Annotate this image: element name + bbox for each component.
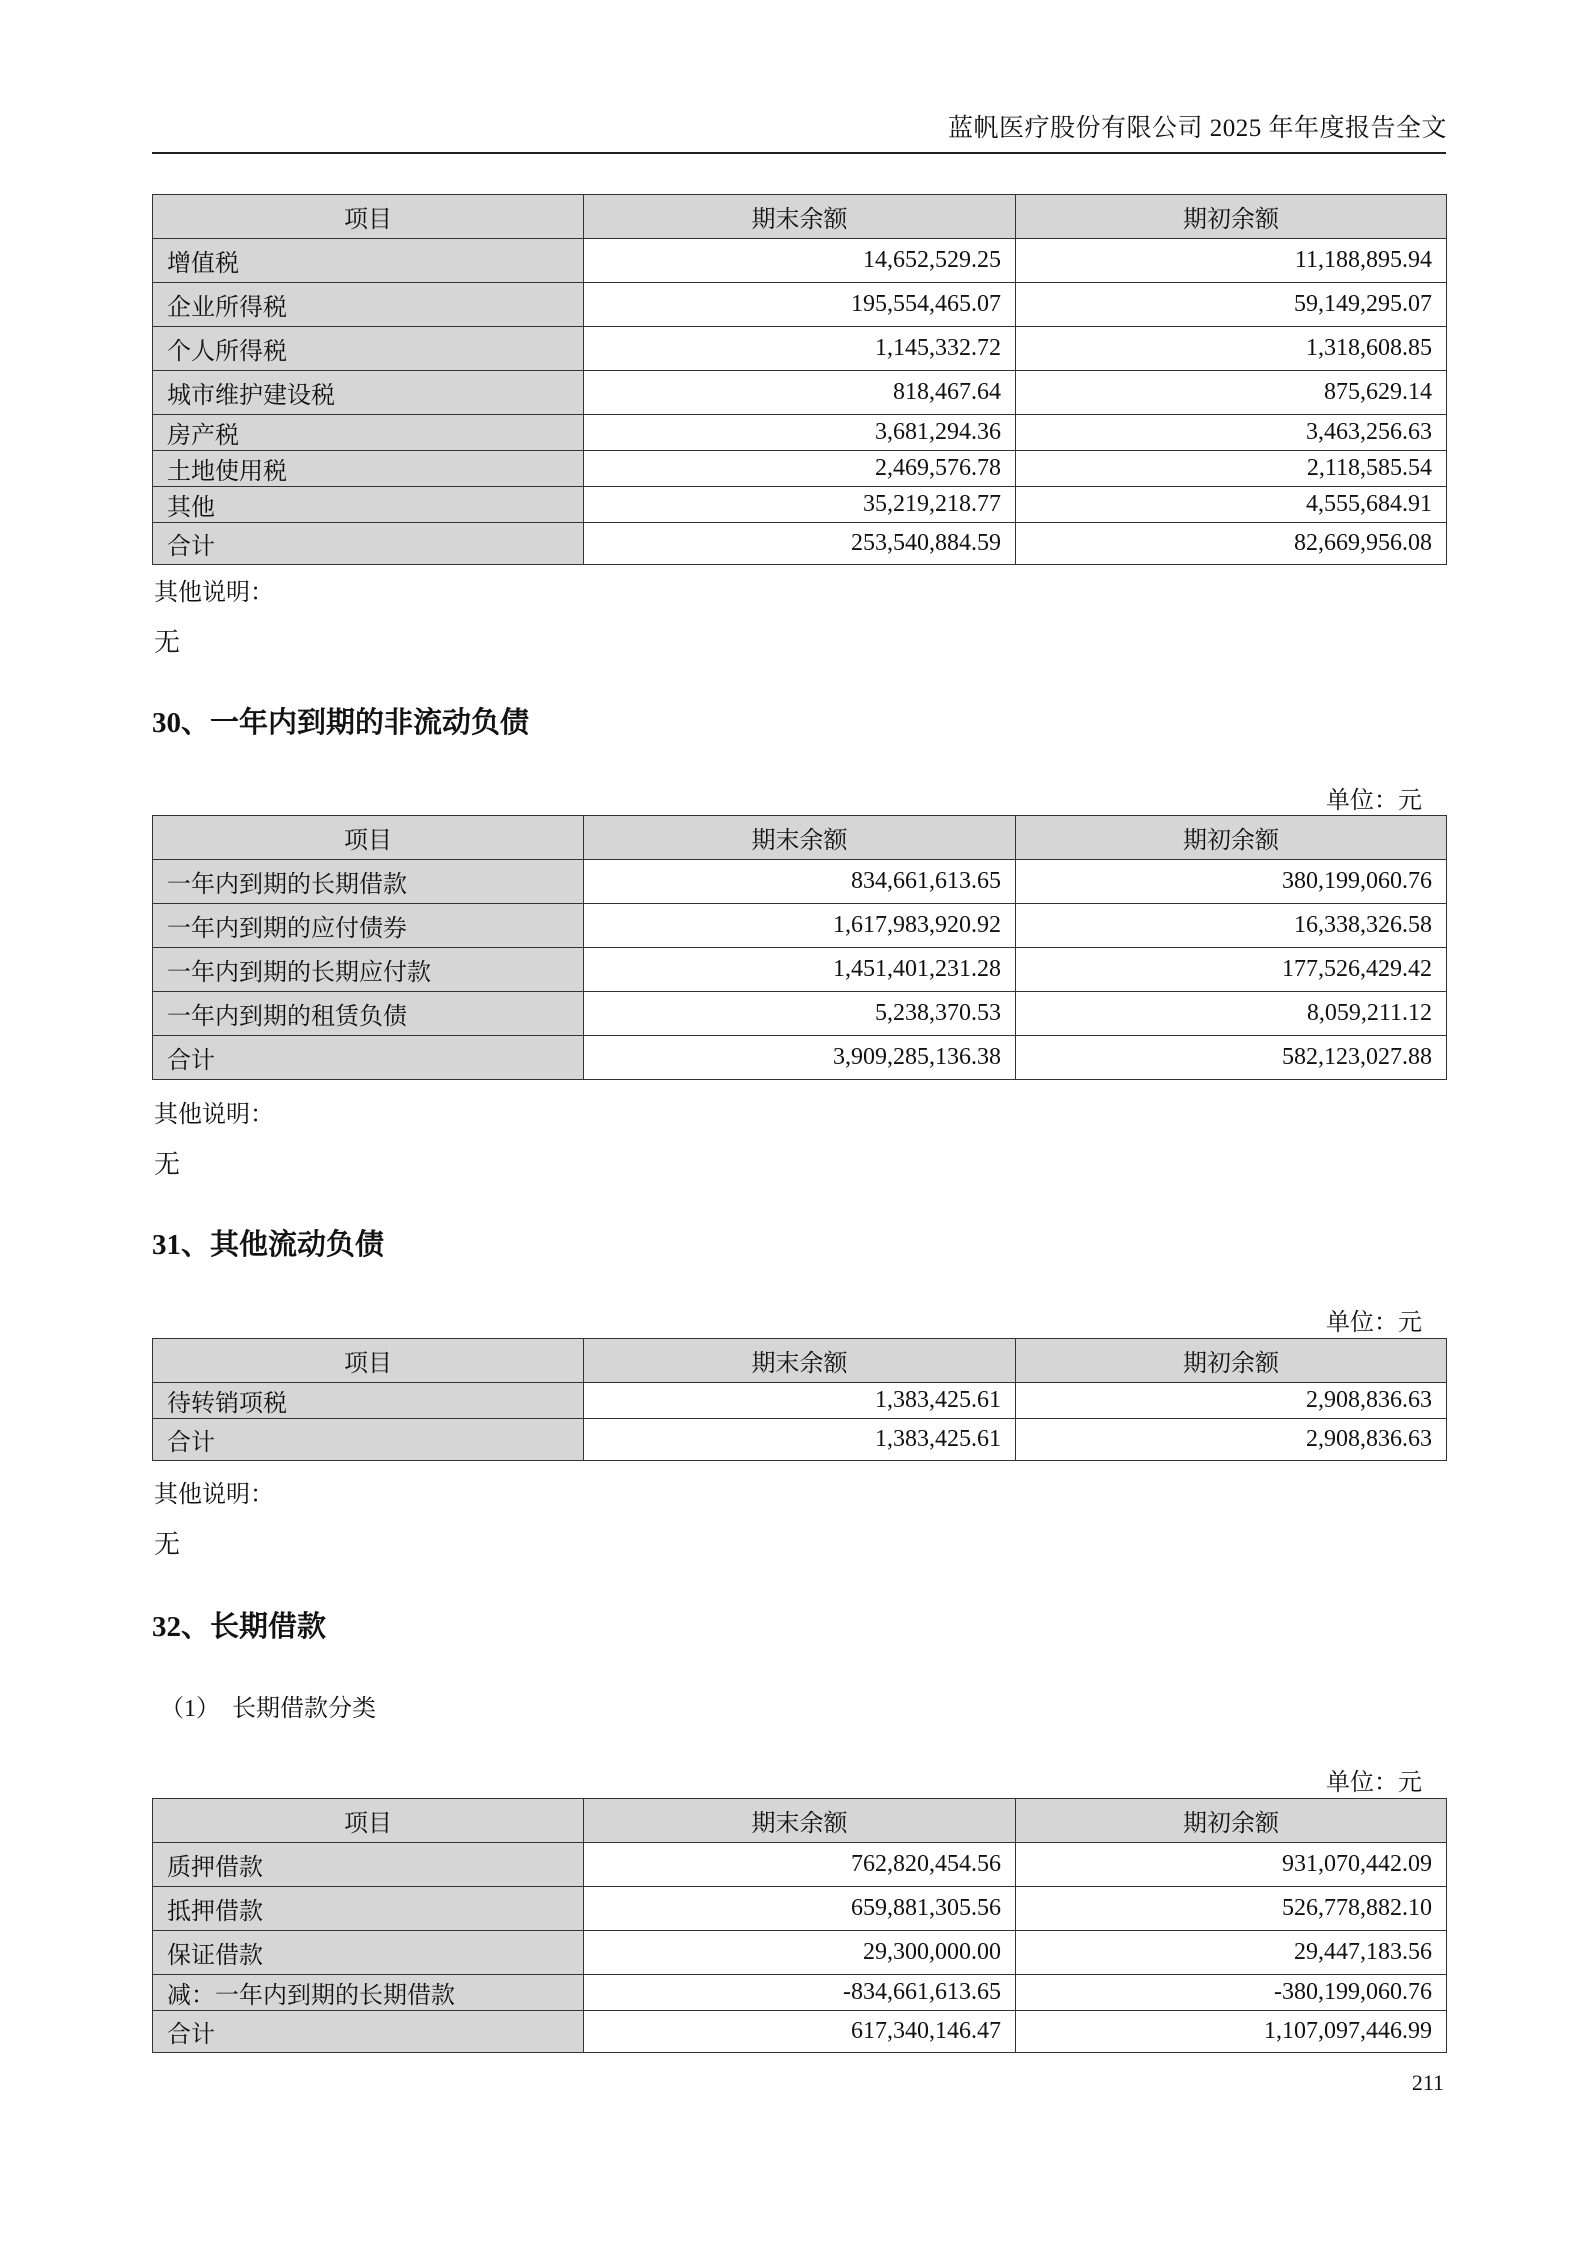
section-32-subtitle: （1） 长期借款分类 xyxy=(160,1696,376,1722)
row-label: 增值税 xyxy=(153,239,584,283)
opening-balance: 2,908,836.63 xyxy=(1016,1383,1447,1419)
closing-balance: 29,300,000.00 xyxy=(584,1931,1016,1975)
report-header-title: 蓝帆医疗股份有限公司 2025 年年度报告全文 xyxy=(947,115,1447,142)
closing-balance: 3,681,294.36 xyxy=(584,415,1016,451)
closing-balance: 1,145,332.72 xyxy=(584,327,1016,371)
row-label: 一年内到期的租赁负债 xyxy=(153,992,584,1036)
table-row xyxy=(153,1975,1447,2011)
row-label: 城市维护建设税 xyxy=(153,371,584,415)
column-header: 项目 xyxy=(153,816,584,860)
table-row xyxy=(153,948,1447,992)
row-label: 质押借款 xyxy=(153,1843,584,1887)
opening-balance: 3,463,256.63 xyxy=(1016,415,1447,451)
row-label: 减：一年内到期的长期借款 xyxy=(153,1975,584,2011)
row-label: 待转销项税 xyxy=(153,1383,584,1419)
other-notes-text: 无 xyxy=(154,1530,181,1559)
column-header: 期初余额 xyxy=(1016,1339,1447,1383)
section-32-table-block xyxy=(152,1798,1446,2053)
opening-balance: 11,188,895.94 xyxy=(1016,239,1447,283)
table-row xyxy=(153,992,1447,1036)
row-label: 一年内到期的应付债券 xyxy=(153,904,584,948)
opening-balance: 2,908,836.63 xyxy=(1016,1419,1447,1461)
closing-balance: 5,238,370.53 xyxy=(584,992,1016,1036)
row-label: 合计 xyxy=(153,1419,584,1461)
closing-balance: 2,469,576.78 xyxy=(584,451,1016,487)
other-notes-label: 其他说明： xyxy=(154,1482,274,1508)
column-header: 项目 xyxy=(153,195,584,239)
section-30-table-block xyxy=(152,815,1446,1080)
other-notes-label: 其他说明： xyxy=(154,1102,274,1128)
table-row xyxy=(153,1383,1447,1419)
unit-label: 单位：元 xyxy=(1326,788,1422,814)
opening-balance: 380,199,060.76 xyxy=(1016,860,1447,904)
table-total-row xyxy=(153,2011,1447,2053)
column-header: 期末余额 xyxy=(584,1339,1016,1383)
opening-balance: 59,149,295.07 xyxy=(1016,283,1447,327)
closing-balance: 1,383,425.61 xyxy=(584,1383,1016,1419)
section-32-title: 32、长期借款 xyxy=(152,1611,327,1643)
section-31-table-block xyxy=(152,1338,1446,1461)
unit-label: 单位：元 xyxy=(1326,1310,1422,1336)
table-total-row xyxy=(153,1419,1447,1461)
section-31-title: 31、其他流动负债 xyxy=(152,1229,385,1261)
section-30-title: 30、一年内到期的非流动负债 xyxy=(152,707,530,739)
column-header: 期末余额 xyxy=(584,195,1016,239)
opening-balance: 29,447,183.56 xyxy=(1016,1931,1447,1975)
row-label: 一年内到期的长期借款 xyxy=(153,860,584,904)
closing-balance: 1,451,401,231.28 xyxy=(584,948,1016,992)
table-row xyxy=(153,239,1447,283)
tax-table xyxy=(152,194,1447,565)
closing-balance: 818,467.64 xyxy=(584,371,1016,415)
row-label: 其他 xyxy=(153,487,584,523)
closing-balance: 762,820,454.56 xyxy=(584,1843,1016,1887)
column-header: 项目 xyxy=(153,1339,584,1383)
table-header-row xyxy=(153,195,1447,239)
table-header-row xyxy=(153,816,1447,860)
section-32-table xyxy=(152,1798,1447,2053)
row-label: 合计 xyxy=(153,523,584,565)
row-label: 个人所得税 xyxy=(153,327,584,371)
column-header: 期初余额 xyxy=(1016,195,1447,239)
column-header: 期末余额 xyxy=(584,1799,1016,1843)
row-label: 保证借款 xyxy=(153,1931,584,1975)
opening-balance: 82,669,956.08 xyxy=(1016,523,1447,565)
table-row xyxy=(153,1887,1447,1931)
section-31-table xyxy=(152,1338,1447,1461)
table-row xyxy=(153,904,1447,948)
opening-balance: 4,555,684.91 xyxy=(1016,487,1447,523)
row-label: 合计 xyxy=(153,1036,584,1080)
table-row xyxy=(153,860,1447,904)
opening-balance: 582,123,027.88 xyxy=(1016,1036,1447,1080)
row-label: 抵押借款 xyxy=(153,1887,584,1931)
table-header-row xyxy=(153,1339,1447,1383)
opening-balance: 875,629.14 xyxy=(1016,371,1447,415)
closing-balance: 659,881,305.56 xyxy=(584,1887,1016,1931)
row-label: 合计 xyxy=(153,2011,584,2053)
table-row xyxy=(153,487,1447,523)
closing-balance: 3,909,285,136.38 xyxy=(584,1036,1016,1080)
table-row xyxy=(153,327,1447,371)
table-row xyxy=(153,1931,1447,1975)
row-label: 土地使用税 xyxy=(153,451,584,487)
opening-balance: -380,199,060.76 xyxy=(1016,1975,1447,2011)
closing-balance: 253,540,884.59 xyxy=(584,523,1016,565)
table-header-row xyxy=(153,1799,1447,1843)
opening-balance: 931,070,442.09 xyxy=(1016,1843,1447,1887)
opening-balance: 8,059,211.12 xyxy=(1016,992,1447,1036)
table-row xyxy=(153,371,1447,415)
opening-balance: 16,338,326.58 xyxy=(1016,904,1447,948)
closing-balance: 35,219,218.77 xyxy=(584,487,1016,523)
row-label: 房产税 xyxy=(153,415,584,451)
column-header: 期初余额 xyxy=(1016,816,1447,860)
opening-balance: 526,778,882.10 xyxy=(1016,1887,1447,1931)
tax-table-block xyxy=(152,194,1446,565)
closing-balance: 14,652,529.25 xyxy=(584,239,1016,283)
column-header: 项目 xyxy=(153,1799,584,1843)
opening-balance: 2,118,585.54 xyxy=(1016,451,1447,487)
closing-balance: 1,617,983,920.92 xyxy=(584,904,1016,948)
opening-balance: 177,526,429.42 xyxy=(1016,948,1447,992)
row-label: 一年内到期的长期应付款 xyxy=(153,948,584,992)
table-row xyxy=(153,283,1447,327)
closing-balance: 1,383,425.61 xyxy=(584,1419,1016,1461)
closing-balance: -834,661,613.65 xyxy=(584,1975,1016,2011)
opening-balance: 1,107,097,446.99 xyxy=(1016,2011,1447,2053)
closing-balance: 195,554,465.07 xyxy=(584,283,1016,327)
closing-balance: 617,340,146.47 xyxy=(584,2011,1016,2053)
table-row xyxy=(153,451,1447,487)
table-total-row xyxy=(153,523,1447,565)
page-number: 211 xyxy=(1411,2070,1444,2095)
row-label: 企业所得税 xyxy=(153,283,584,327)
header-divider xyxy=(152,152,1446,154)
unit-label: 单位：元 xyxy=(1326,1770,1422,1796)
closing-balance: 834,661,613.65 xyxy=(584,860,1016,904)
section-30-table xyxy=(152,815,1447,1080)
column-header: 期初余额 xyxy=(1016,1799,1447,1843)
other-notes-text: 无 xyxy=(154,628,181,657)
table-row xyxy=(153,415,1447,451)
other-notes-text: 无 xyxy=(154,1150,181,1179)
table-total-row xyxy=(153,1036,1447,1080)
other-notes-label: 其他说明： xyxy=(154,580,274,606)
column-header: 期末余额 xyxy=(584,816,1016,860)
opening-balance: 1,318,608.85 xyxy=(1016,327,1447,371)
table-row xyxy=(153,1843,1447,1887)
